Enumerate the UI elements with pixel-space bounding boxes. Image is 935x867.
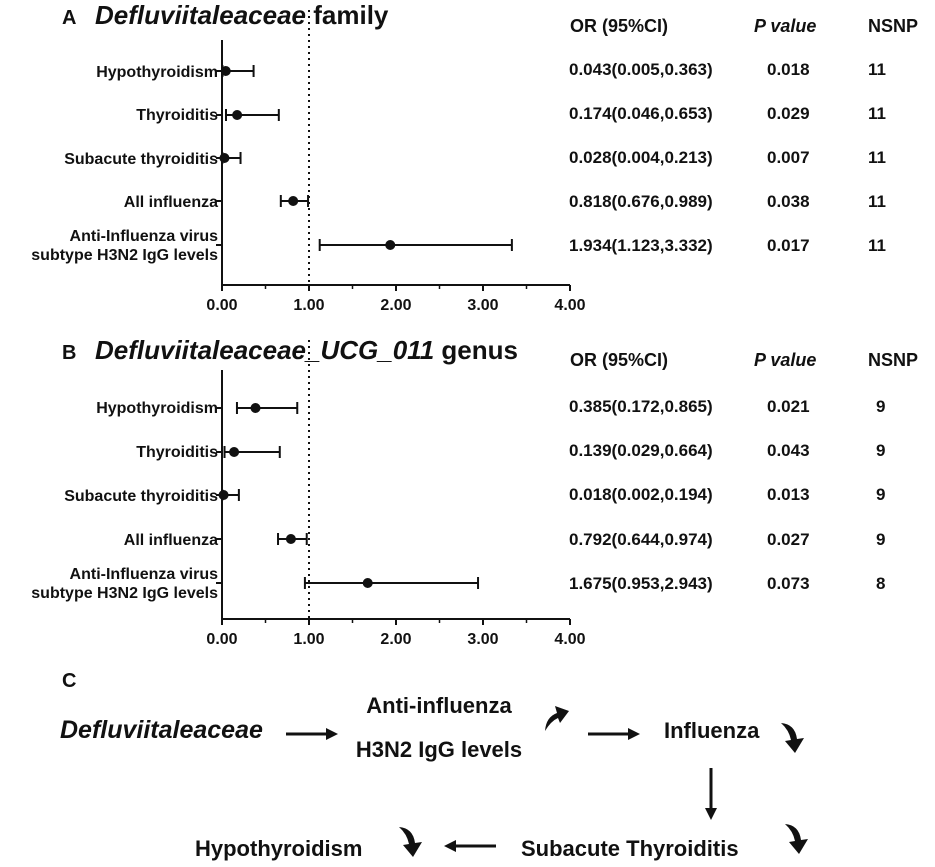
or-point [229,447,239,457]
p-value: 0.073 [767,574,810,593]
hypothyroidism-node: Hypothyroidism [195,836,363,861]
or-value: 0.028(0.004,0.213) [569,148,713,167]
p-value-column-header: P value [754,350,817,370]
p-value: 0.007 [767,148,810,167]
nsnp-value: 11 [868,60,886,79]
x-tick-label: 3.00 [467,297,499,314]
row-label-line: Anti-Influenza virus [69,228,218,245]
panel-title-taxon: Defluviitaleaceae_UCG_011 [95,335,435,365]
or-value: 0.385(0.172,0.865) [569,397,713,416]
x-tick-label: 3.00 [467,631,499,648]
nsnp-value: 11 [868,192,886,211]
panel-letter: C [62,670,77,692]
curved-down-arrow-icon [778,721,808,755]
row-label: Hypothyroidism [96,400,218,417]
p-value: 0.043 [767,441,810,460]
or-value: 0.792(0.644,0.974) [569,530,713,549]
panel-title-rank: family [306,0,389,30]
or-value: 0.139(0.029,0.664) [569,441,713,460]
source-taxon-node: Defluviitaleaceae [60,716,263,744]
or-value: 1.934(1.123,3.332) [569,236,713,255]
or-value: 0.818(0.676,0.989) [569,192,713,211]
p-value: 0.038 [767,192,810,211]
row-label: All influenza [123,194,218,211]
anti-influenza-node [346,693,532,763]
or-value: 0.018(0.002,0.194) [569,485,713,504]
row-label: Thyroiditis [136,107,218,124]
panel-a [0,0,935,330]
nsnp-column-header: NSNP [868,16,919,36]
nsnp-value: 9 [876,441,886,460]
x-tick-label: 2.00 [380,631,412,648]
p-value: 0.027 [767,530,810,549]
panel-title-rank: genus [434,335,518,365]
or-point [385,240,395,250]
p-value-column-header: P value [754,16,817,36]
x-tick-label: 1.00 [293,297,325,314]
or-point [250,403,260,413]
x-tick-label: 2.00 [380,297,412,314]
row-label: Subacute thyroiditis [64,151,218,168]
nsnp-value: 9 [876,397,886,416]
row-label: Hypothyroidism [96,64,218,81]
or-value: 0.174(0.046,0.653) [569,104,713,123]
or-point [288,196,298,206]
or-value: 1.675(0.953,2.943) [569,574,713,593]
or-column-header: OR (95%CI) [570,16,669,36]
panel-letter: A [62,7,77,29]
subacute-thyroiditis-node: Subacute Thyroiditis [521,836,739,861]
x-tick-label: 1.00 [293,631,325,648]
down-arrow-icon [704,768,718,820]
panel-b [0,330,935,650]
row-label-line: subtype H3N2 IgG levels [31,585,218,602]
p-value: 0.029 [767,104,810,123]
nsnp-value: 9 [876,530,886,549]
nsnp-value: 11 [868,148,886,167]
right-arrow-icon [286,727,338,741]
curved-down-arrow-icon [396,825,426,859]
influenza-node: Influenza [664,718,760,743]
or-point [232,110,242,120]
nsnp-value: 9 [876,485,886,504]
nsnp-column-header: NSNP [868,350,919,370]
nsnp-value: 11 [868,236,886,255]
or-point [219,490,229,500]
forest-plot-a [0,0,935,330]
forest-plot-b [0,330,935,650]
row-label: Subacute thyroiditis [64,488,218,505]
p-value: 0.017 [767,236,810,255]
or-point [221,66,231,76]
anti-influenza-line: H3N2 IgG levels [355,737,523,762]
row-label: All influenza [123,532,218,549]
row-label: Thyroiditis [136,444,218,461]
or-point [286,534,296,544]
x-tick-label: 0.00 [206,631,238,648]
or-value: 0.043(0.005,0.363) [569,60,713,79]
p-value: 0.013 [767,485,810,504]
panel-c [0,665,935,867]
row-label-line: Anti-Influenza virus [69,566,218,583]
anti-influenza-line: Anti-influenza [366,693,512,718]
p-value: 0.021 [767,397,810,416]
row-label-line: subtype H3N2 IgG levels [31,247,218,264]
nsnp-value: 11 [868,104,886,123]
right-arrow-icon [588,727,640,741]
x-tick-label: 4.00 [554,631,586,648]
or-point [219,153,229,163]
panel-letter: B [62,342,77,364]
p-value: 0.018 [767,60,810,79]
nsnp-value: 8 [876,574,886,593]
panel-title-taxon: Defluviitaleaceae [95,0,307,30]
or-point [363,578,373,588]
x-tick-label: 0.00 [206,297,238,314]
x-tick-label: 4.00 [554,297,586,314]
curved-up-arrow-icon [540,701,572,733]
left-arrow-icon [444,839,496,853]
curved-down-arrow-icon [782,821,812,857]
or-column-header: OR (95%CI) [570,350,669,370]
